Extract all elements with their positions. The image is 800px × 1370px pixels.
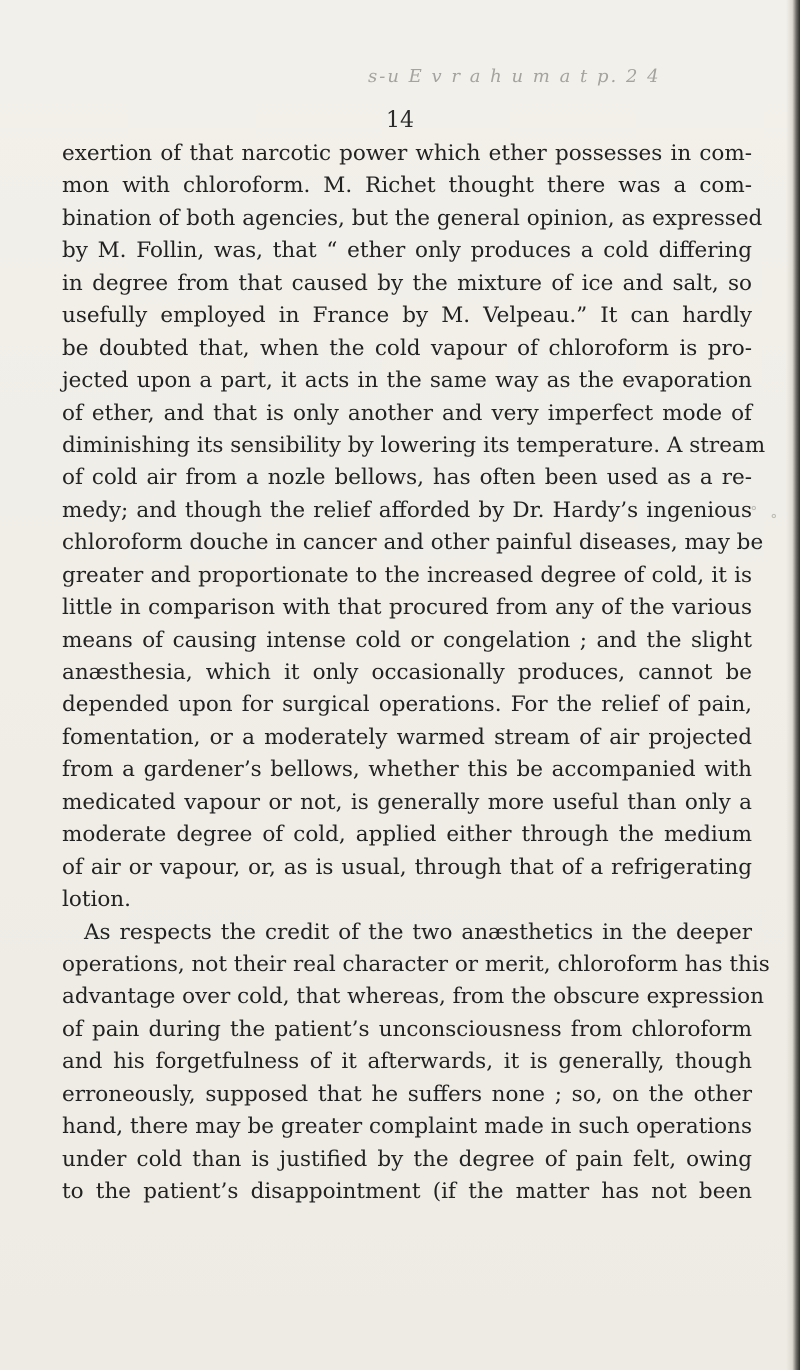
text-line: moderate degree of cold, applied either through the medium bbox=[62, 822, 752, 848]
text-line: hand, there may be greater complaint made in such operations bbox=[62, 1114, 752, 1140]
text-line: of ether, and that is only another and very imperfect mode of bbox=[62, 400, 752, 426]
body-text bbox=[62, 138, 770, 1208]
text-line: operations, not their real character or merit, chloroform has this bbox=[62, 951, 770, 977]
text-line: greater and proportionate to the increased degree of cold, it is bbox=[62, 562, 752, 588]
text-line: diminishing its sensibility by lowering its temperature. A stream bbox=[62, 432, 766, 458]
text-line: little in comparison with that procured from any of the various bbox=[62, 595, 752, 621]
text-line: of pain during the patient’s unconsciousness from chloroform bbox=[62, 1016, 752, 1042]
text-line: to the patient’s disappointment (if the matter has not been bbox=[62, 1179, 752, 1204]
margin-pencil-mark: ∘ bbox=[770, 506, 778, 525]
text-line: As respects the credit of the two anæsthetics in the deeper bbox=[84, 919, 752, 945]
margin-pencil-mark: ∘ bbox=[750, 498, 758, 517]
text-line: depended upon for surgical operations. For the relief of pain, bbox=[62, 692, 752, 718]
text-line: usefully employed in France by M. Velpeau.” It can hardly bbox=[62, 303, 752, 329]
text-line: in degree from that caused by the mixture of ice and salt, so bbox=[62, 270, 752, 296]
text-line: of cold air from a nozle bellows, has often been used as a re- bbox=[62, 465, 752, 491]
text-line: from a gardener’s bellows, whether this be accompanied with bbox=[62, 757, 752, 783]
text-line: means of causing intense cold or congelation ; and the slight bbox=[62, 627, 752, 653]
text-line: advantage over cold, that whereas, from the obscure expression bbox=[62, 984, 764, 1010]
text-line: jected upon a part, it acts in the same way as the evaporation bbox=[62, 368, 752, 394]
text-line: chloroform douche in cancer and other painful diseases, may be bbox=[62, 530, 764, 556]
text-line: lotion. bbox=[62, 887, 131, 913]
page-edge-shadow bbox=[786, 0, 800, 1370]
page-number: 14 bbox=[386, 108, 414, 133]
text-line: exertion of that narcotic power which ether possesses in com- bbox=[62, 141, 752, 166]
text-line: under cold than is justified by the degree of pain felt, owing bbox=[62, 1146, 752, 1172]
text-line: of air or vapour, or, as is usual, through that of a refrigerating bbox=[62, 854, 752, 880]
handwritten-annotation: s-u E v r a h u m a t p. 2 4 bbox=[368, 66, 661, 87]
text-line: mon with chloroform. M. Richet thought there was a com- bbox=[62, 173, 752, 199]
text-line: erroneously, supposed that he suffers none ; so, on the other bbox=[62, 1081, 752, 1107]
text-line: by M. Follin, was, that “ ether only produces a cold differing bbox=[62, 238, 752, 264]
text-line: bination of both agencies, but the general opinion, as expressed bbox=[62, 205, 763, 231]
text-line: fomentation, or a moderately warmed stream of air projected bbox=[62, 724, 752, 750]
text-line: medy; and though the relief afforded by Dr. Hardy’s ingenious bbox=[62, 497, 752, 523]
text-line: and his forgetfulness of it afterwards, it is generally, though bbox=[62, 1049, 752, 1075]
text-line: medicated vapour or not, is generally more useful than only a bbox=[62, 789, 752, 815]
text-line: be doubted that, when the cold vapour of chloroform is pro- bbox=[62, 335, 752, 361]
text-line: anæsthesia, which it only occasionally produces, cannot be bbox=[62, 660, 752, 685]
